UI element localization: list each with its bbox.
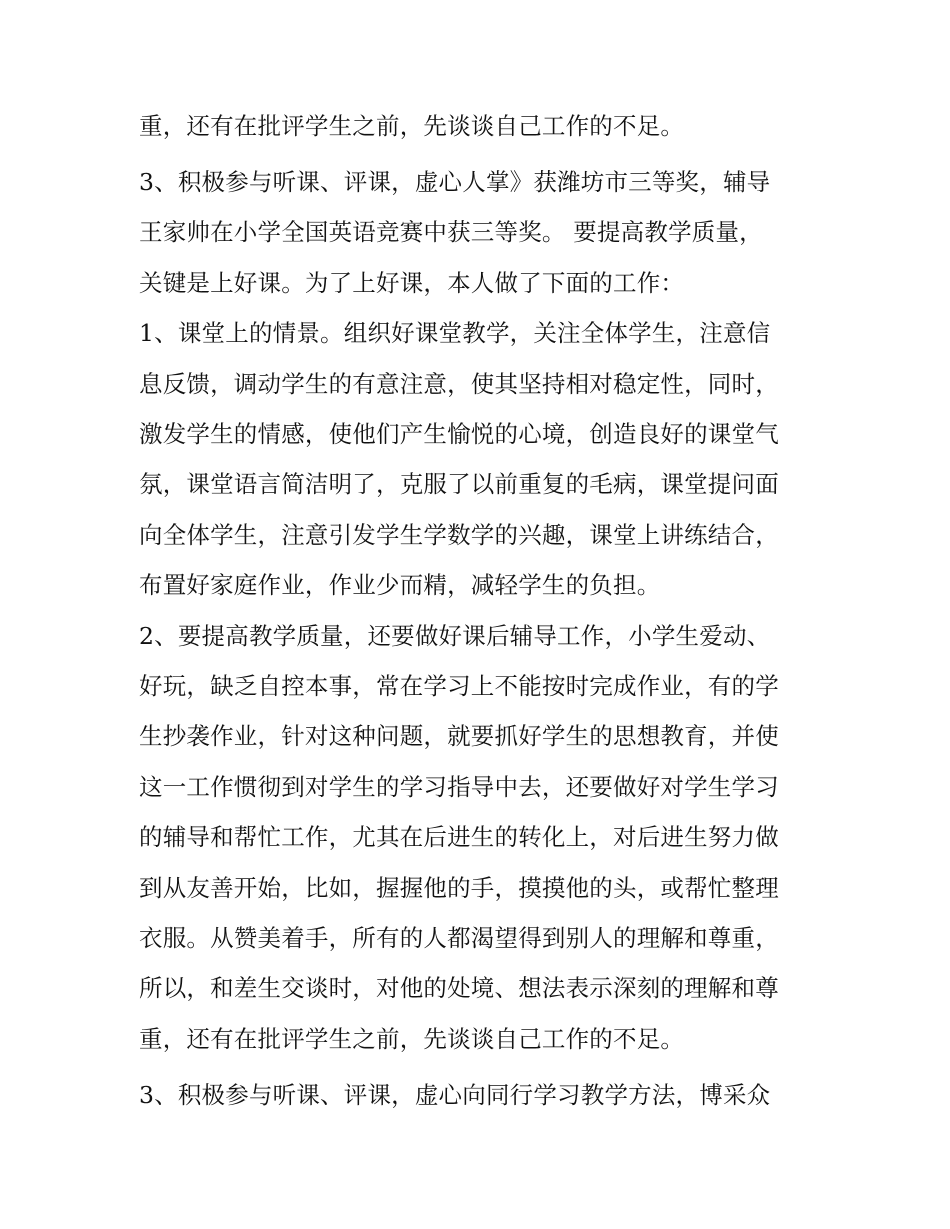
text-line: 1、课堂上的情景。组织好课堂教学，关注全体学生，注意信 (139, 319, 771, 347)
text-line: 氛，课堂语言简洁明了，克服了以前重复的毛病，课堂提问面 (139, 470, 779, 498)
text-line: 这一工作惯彻到对学生的学习指导中去，还要做好对学生学习 (139, 773, 779, 801)
text-line: 生抄袭作业，针对这种问题，就要抓好学生的思想教育，并使 (139, 722, 779, 750)
text-line: 所以，和差生交谈时，对他的处境、想法表示深刻的理解和尊 (139, 974, 779, 1002)
text-line: 关键是上好课。为了上好课，本人做了下面的工作： (139, 269, 685, 297)
text-line: 重，还有在批评学生之前，先谈谈自己工作的不足。 (139, 1025, 685, 1053)
text-line: 衣服。从赞美着手，所有的人都渴望得到别人的理解和尊重， (139, 924, 779, 952)
text-line: 2、要提高教学质量，还要做好课后辅导工作，小学生爱动、 (139, 622, 771, 650)
text-line: 激发学生的情感，使他们产生愉悦的心境，创造良好的课堂气 (139, 420, 779, 448)
text-line: 向全体学生，注意引发学生学数学的兴趣，课堂上讲练结合， (139, 521, 779, 549)
text-line: 到从友善开始，比如，握握他的手，摸摸他的头，或帮忙整理 (139, 874, 779, 902)
text-line: 重，还有在批评学生之前，先谈谈自己工作的不足。 (139, 112, 685, 140)
text-line: 的辅导和帮忙工作，尤其在后进生的转化上，对后进生努力做 (139, 823, 779, 851)
text-line: 息反馈，调动学生的有意注意，使其坚持相对稳定性，同时， (139, 370, 779, 398)
text-line: 好玩，缺乏自控本事，常在学习上不能按时完成作业，有的学 (139, 672, 779, 700)
text-line: 布置好家庭作业，作业少而精，减轻学生的负担。 (139, 571, 661, 599)
text-line: 3、积极参与听课、评课，虚心向同行学习教学方法，博采众 (139, 1081, 771, 1109)
text-line: 王家帅在小学全国英语竞赛中获三等奖。 要提高教学质量， (139, 218, 763, 246)
text-line: 3、积极参与听课、评课，虚心人掌》获潍坊市三等奖，辅导 (139, 168, 771, 196)
